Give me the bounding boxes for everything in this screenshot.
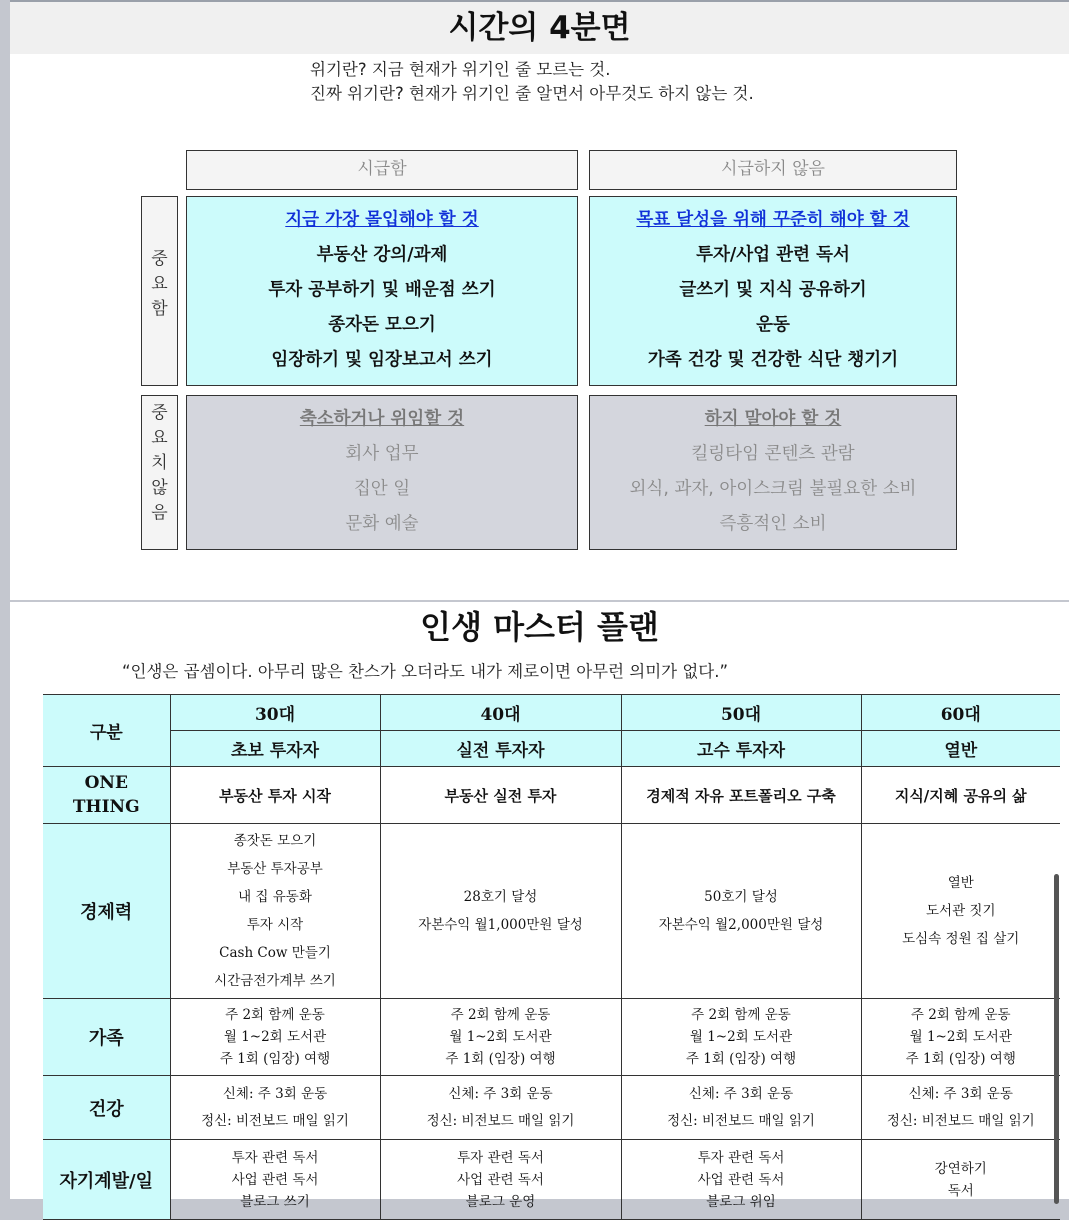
- age-cell: 60대: [861, 695, 1060, 731]
- cell-line: 투자 관련 독서: [457, 1149, 544, 1166]
- self-dev-cell: [170, 1140, 380, 1220]
- quadrant-item: 글쓰기 및 지식 공유하기: [679, 280, 867, 300]
- family-cell: [621, 999, 861, 1076]
- quadrant-title: 목표 달성을 위해 꾸준히 해야 할 것: [636, 210, 910, 230]
- quadrant-item: 부동산 강의/과제: [316, 245, 448, 265]
- stage-cell: 열반: [861, 731, 1060, 767]
- cell-line: 종잣돈 모으기: [233, 833, 317, 849]
- corner-cell: 구분: [43, 695, 170, 767]
- cell-line: 주 1회 (임장) 여행: [905, 1051, 1016, 1067]
- row-header-char: 요: [151, 428, 168, 448]
- quadrant-item: 종자돈 모으기: [328, 315, 436, 335]
- cell-line: 신체: 주 3회 운동: [908, 1085, 1013, 1102]
- page-title: 시간의 4분면: [10, 2, 1069, 54]
- cell-line: 주 2회 함께 운동: [450, 1007, 551, 1023]
- quadrant-not-urgent-not-important: [589, 395, 957, 550]
- cell-line: 자본수익 월2,000만원 달성: [658, 917, 824, 933]
- one-thing-cell: 부동산 투자 시작: [170, 767, 380, 824]
- quadrant-item: 문화 예술: [345, 514, 419, 534]
- quadrant-item: 투자/사업 관련 독서: [696, 245, 850, 265]
- stage-cell: 실전 투자자: [380, 731, 621, 767]
- health-cell: [170, 1076, 380, 1140]
- subtitle-line: 위기란? 지금 현재가 위기인 줄 모르는 것.: [310, 60, 611, 79]
- row-header-important: [141, 196, 178, 386]
- cell-line: 정신: 비전보드 매일 읽기: [886, 1112, 1035, 1129]
- self-dev-cell: [621, 1140, 861, 1220]
- table-row: [43, 731, 1060, 767]
- row-header-self-dev: 자기계발/일: [43, 1140, 170, 1220]
- table-row: [43, 1140, 1060, 1220]
- health-cell: [861, 1076, 1060, 1140]
- age-cell: 40대: [380, 695, 621, 731]
- quote: “인생은 곱셈이다. 아무리 많은 찬스가 오더라도 내가 제로이면 아무런 의미가 없다.”: [122, 662, 729, 681]
- row-header-char: 중: [151, 249, 168, 269]
- quadrant-urgent-important: [186, 196, 578, 386]
- cell-line: 독서: [947, 1182, 974, 1199]
- cell-line: 주 2회 함께 운동: [910, 1007, 1011, 1023]
- quadrant-item: 외식, 과자, 아이스크림 불필요한 소비: [629, 479, 917, 499]
- cell-line: 정신: 비전보드 매일 읽기: [426, 1112, 575, 1129]
- row-header-family: 가족: [43, 999, 170, 1076]
- cell-line: 월 1~2회 도서관: [689, 1029, 793, 1045]
- cell-line: 도서관 짓기: [926, 903, 996, 919]
- quadrant-item: 운동: [756, 315, 790, 335]
- cell-line: 도심속 정원 집 살기: [902, 931, 1020, 947]
- cell-line: 신체: 주 3회 운동: [222, 1085, 328, 1102]
- row-header-not-important: [141, 395, 178, 550]
- row-header-line: THING: [72, 797, 140, 817]
- cell-line: 주 2회 함께 운동: [691, 1007, 791, 1023]
- cell-line: 사업 관련 독서: [697, 1171, 785, 1188]
- cell-line: 부동산 투자공부: [227, 861, 323, 877]
- subtitle: [310, 58, 754, 106]
- table-row: [43, 695, 1060, 731]
- quadrant-item: 투자 공부하기 및 배운점 쓰기: [268, 280, 496, 300]
- cell-line: 블로그 운영: [465, 1193, 536, 1210]
- cell-line: 블로그 위임: [706, 1193, 776, 1210]
- one-thing-cell: 부동산 실전 투자: [380, 767, 621, 824]
- row-header-char: 않: [151, 478, 168, 498]
- one-thing-cell: 경제적 자유 포트폴리오 구축: [621, 767, 861, 824]
- subtitle-line: 진짜 위기란? 현재가 위기인 줄 알면서 아무것도 하지 않는 것.: [310, 84, 754, 103]
- table-row: [43, 1076, 1060, 1140]
- economy-cell: [861, 824, 1060, 999]
- quadrant-item: 즉흥적인 소비: [719, 514, 827, 534]
- quadrant-item: 가족 건강 및 건강한 식단 챙기기: [647, 350, 899, 370]
- master-plan-table: [43, 694, 1060, 1220]
- self-dev-cell: [380, 1140, 621, 1220]
- one-thing-cell: 지식/지혜 공유의 삶: [861, 767, 1060, 824]
- cell-line: 강연하기: [934, 1160, 987, 1177]
- cell-line: 50호기 달성: [704, 889, 778, 905]
- page-title: 인생 마스터 플랜: [10, 602, 1069, 652]
- cell-line: 투자 관련 독서: [697, 1149, 785, 1166]
- cell-line: 월 1~2회 도서관: [449, 1029, 552, 1045]
- economy-cell: [170, 824, 380, 999]
- family-cell: [170, 999, 380, 1076]
- age-cell: 50대: [621, 695, 861, 731]
- scrollbar-thumb[interactable]: [1054, 874, 1059, 1204]
- col-header-not-urgent: 시급하지 않음: [589, 150, 957, 190]
- row-header-char: 함: [151, 299, 168, 319]
- quadrant-item: 회사 업무: [345, 444, 419, 464]
- cell-line: 주 1회 (임장) 여행: [219, 1051, 331, 1067]
- row-header-health: 건강: [43, 1076, 170, 1140]
- cell-line: 정신: 비전보드 매일 읽기: [201, 1112, 349, 1129]
- self-dev-cell: [861, 1140, 1060, 1220]
- row-header-line: ONE: [84, 773, 128, 793]
- cell-line: 투자 관련 독서: [231, 1149, 319, 1166]
- quadrant-title: 지금 가장 몰입해야 할 것: [285, 210, 479, 230]
- family-cell: [380, 999, 621, 1076]
- cell-line: 투자 시작: [246, 917, 304, 933]
- cell-line: 주 1회 (임장) 여행: [445, 1051, 556, 1067]
- table-row: [43, 767, 1060, 824]
- table-row: [43, 999, 1060, 1076]
- quadrant-item: 집안 일: [353, 479, 411, 499]
- economy-cell: [621, 824, 861, 999]
- quadrant-item: 임장하기 및 임장보고서 쓰기: [271, 350, 493, 370]
- quadrant-page: [10, 0, 1069, 600]
- health-cell: [380, 1076, 621, 1140]
- cell-line: 신체: 주 3회 운동: [448, 1085, 553, 1102]
- cell-line: 월 1~2회 도서관: [909, 1029, 1012, 1045]
- quadrant-item: 킬링타임 콘텐츠 관람: [691, 444, 855, 464]
- family-cell: [861, 999, 1060, 1076]
- cell-line: 시간금전가계부 쓰기: [214, 973, 336, 989]
- row-header-economy: 경제력: [43, 824, 170, 999]
- cell-line: 사업 관련 독서: [457, 1171, 544, 1188]
- stage-cell: 초보 투자자: [170, 731, 380, 767]
- economy-cell: [380, 824, 621, 999]
- row-header-char: 요: [151, 274, 168, 294]
- cell-line: 28호기 달성: [463, 889, 538, 905]
- table-row: [43, 824, 1060, 999]
- cell-line: 사업 관련 독서: [231, 1171, 319, 1188]
- col-header-urgent: 시급함: [186, 150, 578, 190]
- age-cell: 30대: [170, 695, 380, 731]
- master-plan-page: [10, 602, 1069, 1210]
- row-header-char: 중: [151, 403, 168, 423]
- stage-cell: 고수 투자자: [621, 731, 861, 767]
- quadrant-title: 축소하거나 위임할 것: [299, 409, 465, 429]
- cell-line: 신체: 주 3회 운동: [688, 1085, 794, 1102]
- cell-line: 열반: [947, 875, 974, 891]
- quadrant-not-urgent-important: [589, 196, 957, 386]
- cell-line: 월 1~2회 도서관: [223, 1029, 327, 1045]
- cell-line: Cash Cow 만들기: [219, 945, 331, 961]
- cell-line: 자본수익 월1,000만원 달성: [418, 917, 583, 933]
- row-header-char: 치: [151, 453, 168, 473]
- quadrant-urgent-not-important: [186, 395, 578, 550]
- row-header-char: 음: [151, 503, 168, 523]
- cell-line: 정신: 비전보드 매일 읽기: [667, 1112, 815, 1129]
- quadrant-title: 하지 말아야 할 것: [704, 409, 842, 429]
- cell-line: 주 1회 (임장) 여행: [685, 1051, 797, 1067]
- cell-line: 주 2회 함께 운동: [225, 1007, 325, 1023]
- health-cell: [621, 1076, 861, 1140]
- cell-line: 내 집 유동화: [238, 889, 312, 905]
- cell-line: 블로그 쓰기: [240, 1193, 310, 1210]
- row-header-one-thing: [43, 767, 170, 824]
